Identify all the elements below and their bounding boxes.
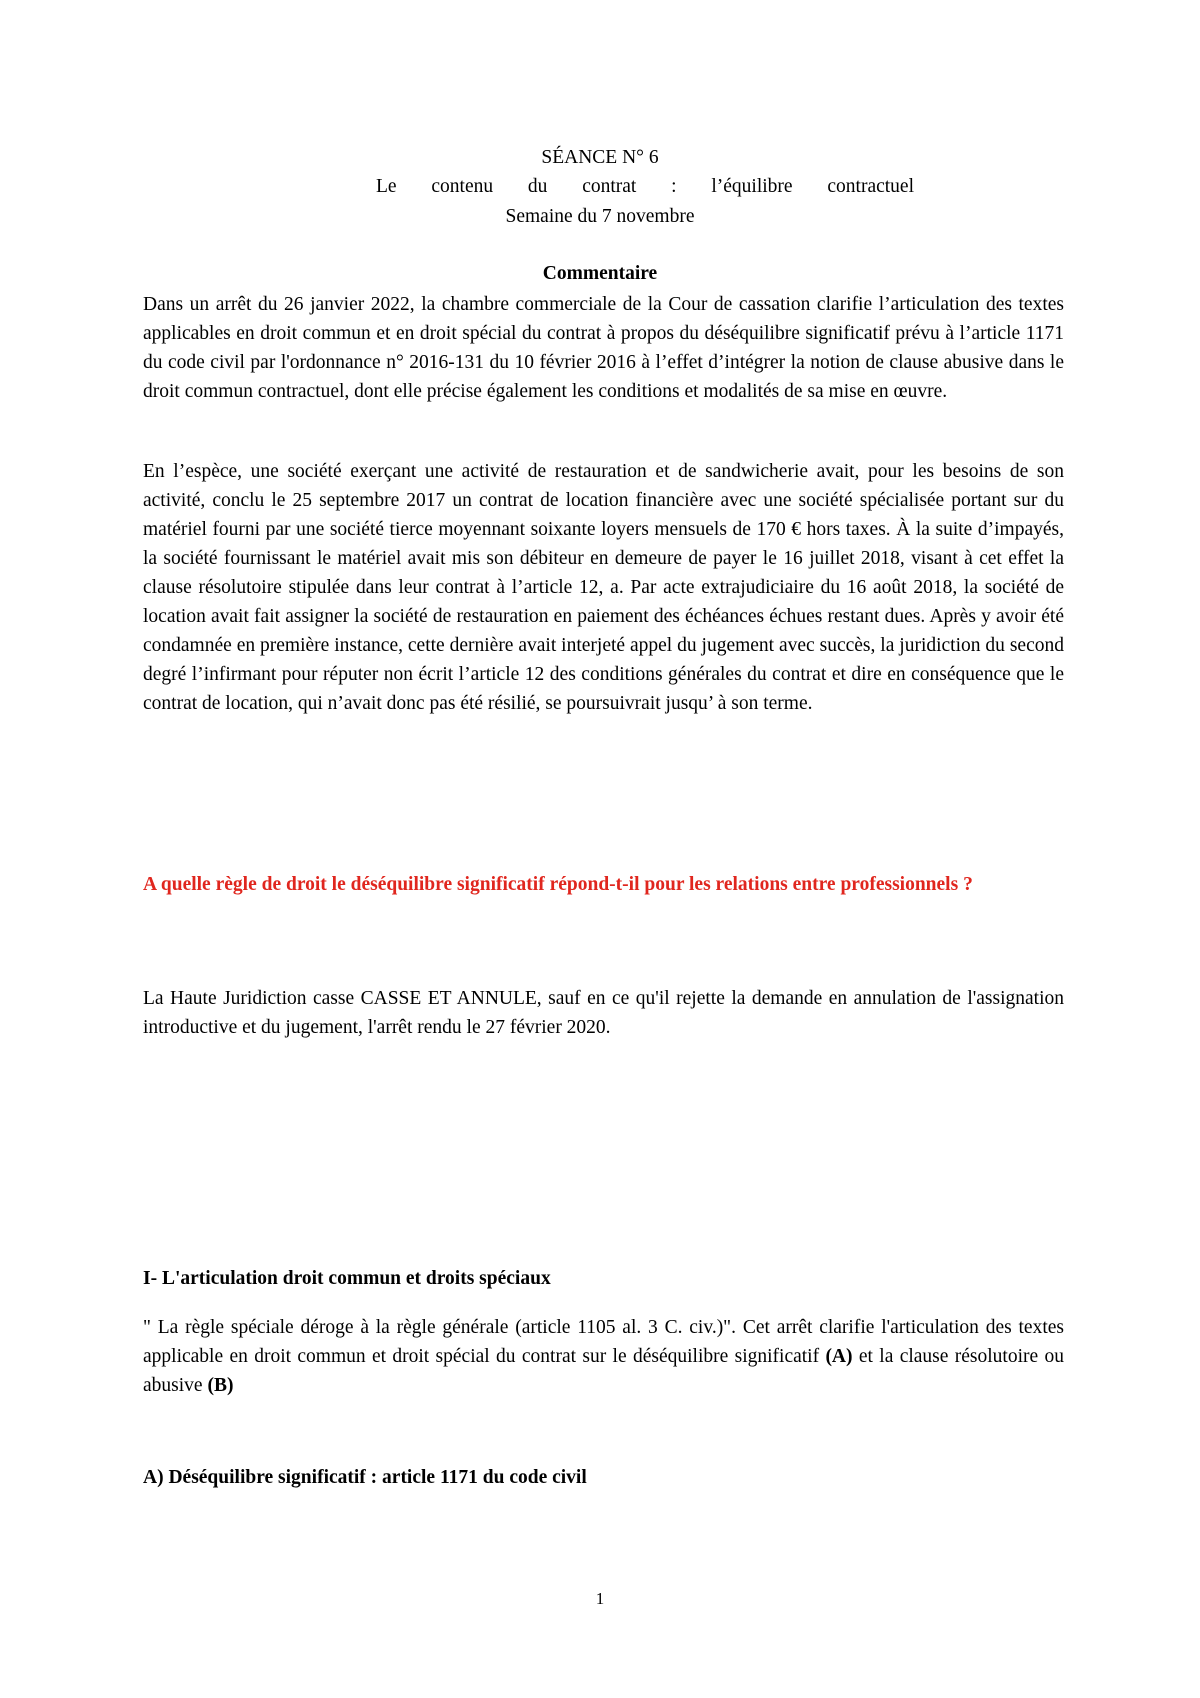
commentaire-title: Commentaire: [542, 263, 658, 284]
session-subtitle: [376, 176, 914, 198]
session-title: SÉANCE N° 6: [541, 147, 659, 168]
part-1-text-2: et la clause résolutoire ou abusive: [143, 1346, 1064, 1396]
section-a-heading: A) Déséquilibre significatif : article 1171 du code civil: [143, 1467, 587, 1488]
subtitle-word: du: [527, 176, 548, 197]
part-1-paragraph: [143, 1313, 1064, 1400]
commentaire-paragraph-2: En l’espèce, une société exerçant une activité de restauration et de sandwicherie avait, pour les besoins de son activité, conclu le 25 septembre 2017 un contrat de location financière avec une société spécialisée portant sur du matériel fourni par une société tierce moyennant soixante loyers mensuels de 170 € hors taxes. À la suite d’impayés, la société fournissant le matériel avait mis son débiteur en demeure de payer le 16 juillet 2018, visant à cet effet la clause résolutoire stipulée dans leur contrat à l’article 12, a. Par acte extrajudiciaire du 16 août 2018, la société de location avait fait assigner la société de restauration en paiement des échéances échues restant dues. Après y avoir été condamnée en première instance, cette dernière avait interjeté appel du jugement avec succès, la juridiction du second degré l’infirmant pour réputer non écrit l’article 12 des conditions générales du contrat et dire en conséquence que le contrat de location, qui n’avait donc pas été résilié, se poursuivrait jusqu’ à son terme.: [143, 461, 1064, 714]
commentaire-paragraph-1: Dans un arrêt du 26 janvier 2022, la chambre commerciale de la Cour de cassation clarifie l’articulation des textes applicables en droit commun et en droit spécial du contrat à propos du déséquilibre significatif prévu à l’article 1171 du code civil par l'ordonnance n° 2016-131 du 10 février 2016 à l’effet d’intégrer la notion de clause abusive dans le droit commun contractuel, dont elle précise également les conditions et modalités de sa mise en œuvre.: [143, 294, 1064, 402]
part-1-heading: I- L'articulation droit commun et droits spéciaux: [143, 1268, 551, 1289]
marker-b: (B): [207, 1375, 234, 1396]
marker-a: (A): [825, 1346, 853, 1367]
subtitle-word: contenu: [431, 176, 494, 197]
subtitle-word: l’équilibre: [711, 176, 793, 197]
subtitle-word: :: [671, 176, 677, 197]
subtitle-word: Le: [376, 176, 397, 197]
subtitle-word: contractuel: [827, 176, 914, 197]
part-1-text: " La règle spéciale déroge à la règle générale (article 1105 al. 3 C. civ.)". Cet arrêt clarifie l'articulation des textes applicable en droit commun et droit spécial du contrat sur le déséquilibre significatif: [143, 1317, 1064, 1367]
research-question: A quelle règle de droit le déséquilibre significatif répond-t-il pour les relations entre professionnels ?: [143, 874, 973, 895]
page-number: 1: [595, 1589, 605, 1608]
decision-paragraph: La Haute Juridiction casse CASSE ET ANNULE, sauf en ce qu'il rejette la demande en annulation de l'assignation introductive et du jugement, l'arrêt rendu le 27 février 2020.: [143, 988, 1064, 1038]
subtitle-word: contrat: [582, 176, 637, 197]
session-week: Semaine du 7 novembre: [505, 206, 695, 227]
